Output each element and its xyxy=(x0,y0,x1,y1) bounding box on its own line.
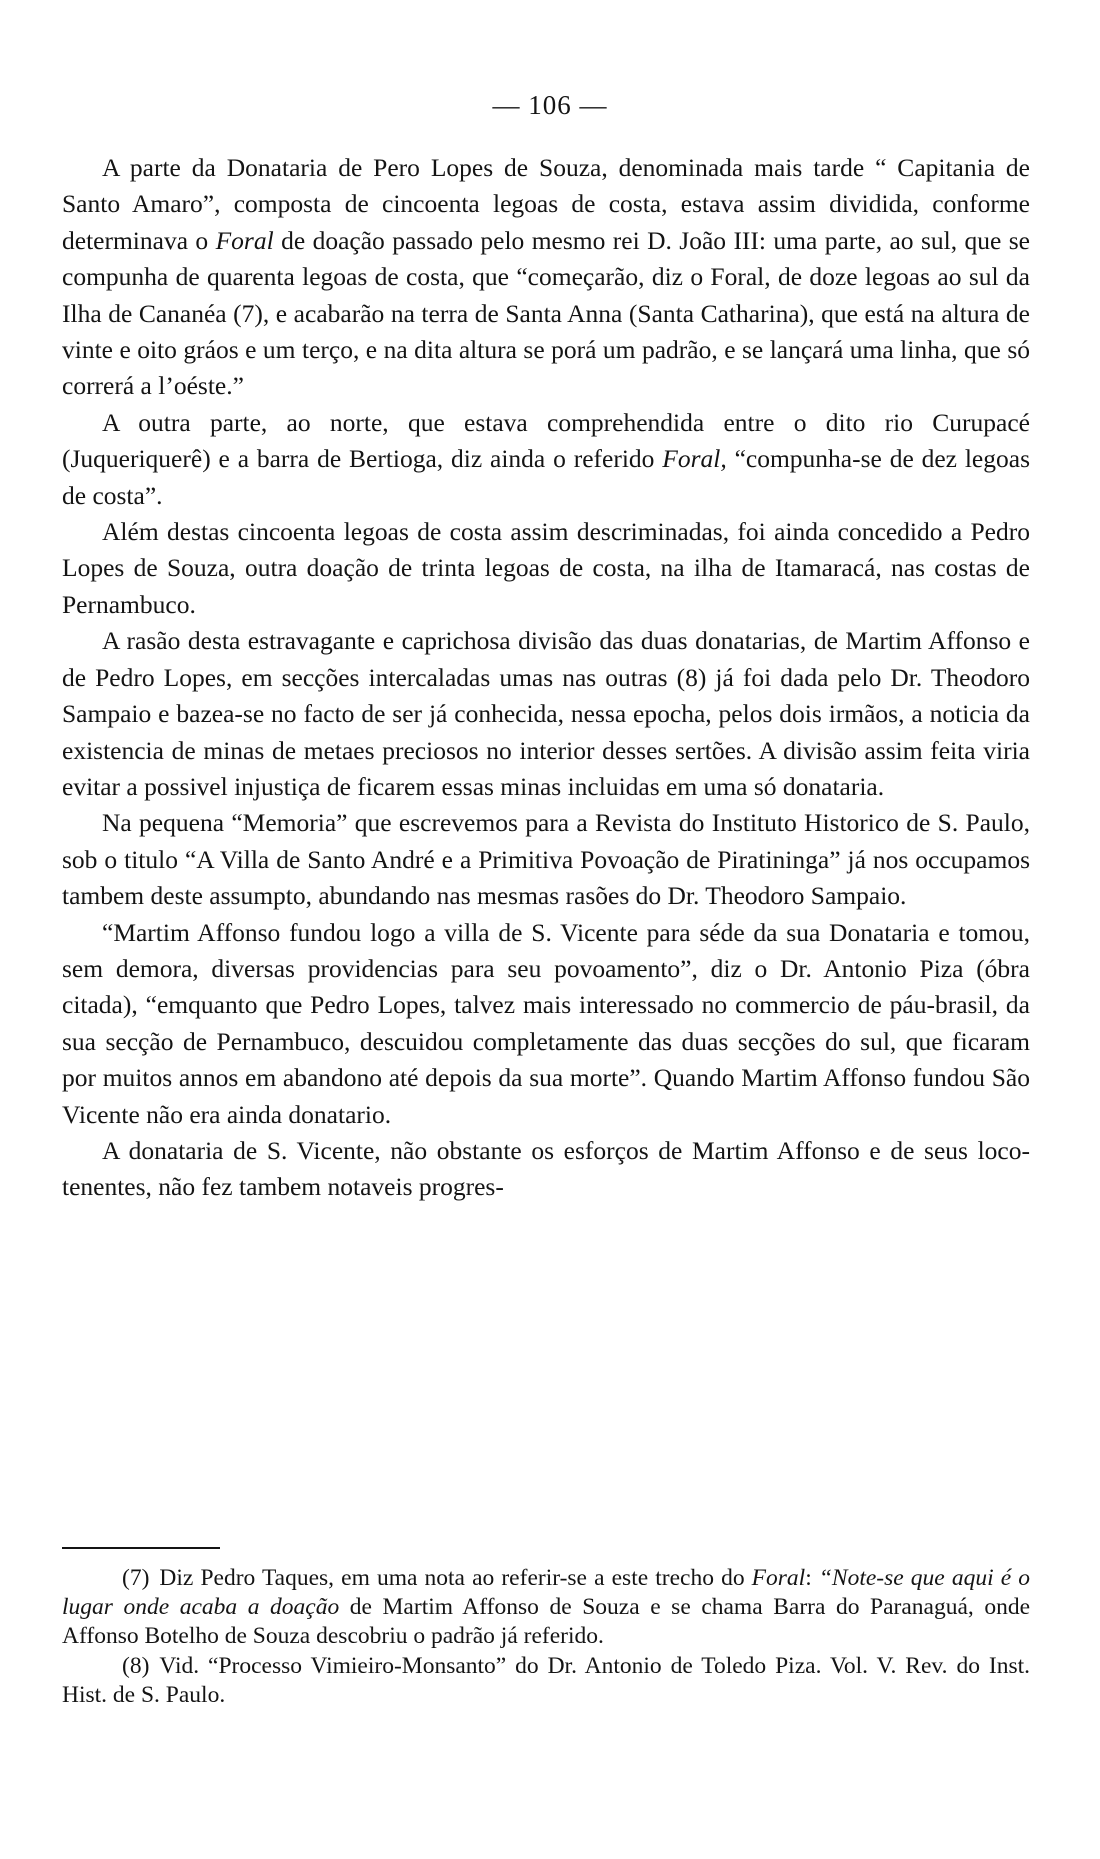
paragraph xyxy=(62,623,1030,805)
paragraph-text: A rasão desta estravagante e caprichosa divisão das duas donatarias, de Martim Affonso e de Pedro Lopes, em secções intercaladas umas nas outras (8) já foi dada pelo Dr. Theodoro Sampaio e bazea-se no facto de ser já conhecida, nessa epocha, pelos dois irmãos, a noticia da existencia de minas de metaes preciosos no interior desses sertões. A divisão assim feita viria evitar a possivel injustiça de ficarem essas minas incluidas em uma só donataria. xyxy=(62,626,1030,801)
paragraph-text: A parte da Donataria de Pero Lopes de Souza, denominada mais tarde “ Capitania de Santo Amaro”, composta de cincoenta legoas de costa, estava assim dividida, conforme determinava o xyxy=(62,153,1030,255)
paragraph-text: A donataria de S. Vicente, não obstante os esforços de Martim Affonso e de seus loco-tenentes, não fez tambem notaveis progres- xyxy=(62,1135,1030,1202)
footnote-divider xyxy=(62,1547,220,1549)
paragraph xyxy=(62,805,1030,914)
paragraph xyxy=(62,150,1030,405)
footnote-text: Vid. “Processo Vimieiro-Monsanto” do Dr. Antonio de Toledo Piza. Vol. V. Rev. do Inst. Hist. de S. Paulo. xyxy=(62,1653,1030,1708)
paragraph xyxy=(62,405,1030,514)
paragraph-text: “compunha-se de dez legoas de costa”. xyxy=(62,444,1030,510)
footnote-text: de Martim Affonso de Souza e se chama Barra do Paranaguá, onde Affonso Botelho de Souza descobriu o padrão já referido. xyxy=(62,1594,1031,1649)
footnote-7 xyxy=(62,1564,1030,1651)
italic-term: Foral, xyxy=(662,444,727,474)
italic-term: Foral xyxy=(751,1565,806,1591)
paragraph-text: A outra parte, ao norte, que estava comprehendida entre o dito rio Curupacé (Juqueriquerê) e a barra de Bertioga, diz ainda o referido xyxy=(62,407,1030,474)
footnote-8 xyxy=(62,1652,1030,1710)
paragraph xyxy=(62,1133,1030,1206)
footnote-number: (8) xyxy=(122,1653,150,1679)
page-number: — 106 — xyxy=(492,90,608,120)
footnote-number: (7) xyxy=(122,1565,150,1591)
paragraph-text: Na pequena “Memoria” que escrevemos para a Revista do Instituto Historico de S. Paulo, sob o titulo “A Villa de Santo André e a Primitiva Povoação de Piratininga” já nos occupamos tambem deste assumpto, abundando nas mesmas rasões do Dr. Theodoro Sampaio. xyxy=(62,808,1030,911)
paragraph-text: Além destas cincoenta legoas de costa assim descriminadas, foi ainda concedido a Pedro Lopes de Souza, outra doação de trinta legoas de costa, na ilha de Itamaracá, nas costas de Pernambuco. xyxy=(62,517,1030,619)
body-text xyxy=(62,150,1030,1206)
paragraph-text: “Martim Affonso fundou logo a villa de S. Vicente para séde da sua Donataria e tomou, sem demora, diversas providencias para seu povoamento”, diz o Dr. Antonio Piza (óbra citada), “emquanto que Pedro Lopes, talvez mais interessado no commercio de páu-brasil, da sua secção de Pernambuco, descuidou completamente das duas secções do sul, que ficaram por muitos annos em abandono até depois da sua morte”. Quando Martim Affonso fundou São Vicente não era ainda donatario. xyxy=(62,917,1030,1129)
paragraph-text: de doação passado pelo mesmo rei D. João III: uma parte, ao sul, que se compunha de quarenta legoas de costa, que “começarão, diz o Foral, de doze legoas ao sul da Ilha de Cananéa (7), e acabarão na terra de Santa Anna (Santa Catharina), que está na altura de vinte e oito gráos e um terço, e na dita altura se porá um padrão, e se lançará uma linha, que só correrá a l’oéste.” xyxy=(62,225,1030,401)
footnote-text: : xyxy=(805,1565,819,1591)
footnote-text: Diz Pedro Taques, em uma nota ao referir-se a este trecho do xyxy=(159,1565,752,1591)
paragraph xyxy=(62,514,1030,623)
italic-term: Foral xyxy=(215,225,274,255)
paragraph xyxy=(62,915,1030,1133)
footnotes xyxy=(62,1564,1030,1710)
italic-quote: “Note-se que aqui é o lugar onde acaba a doação xyxy=(62,1565,1030,1620)
